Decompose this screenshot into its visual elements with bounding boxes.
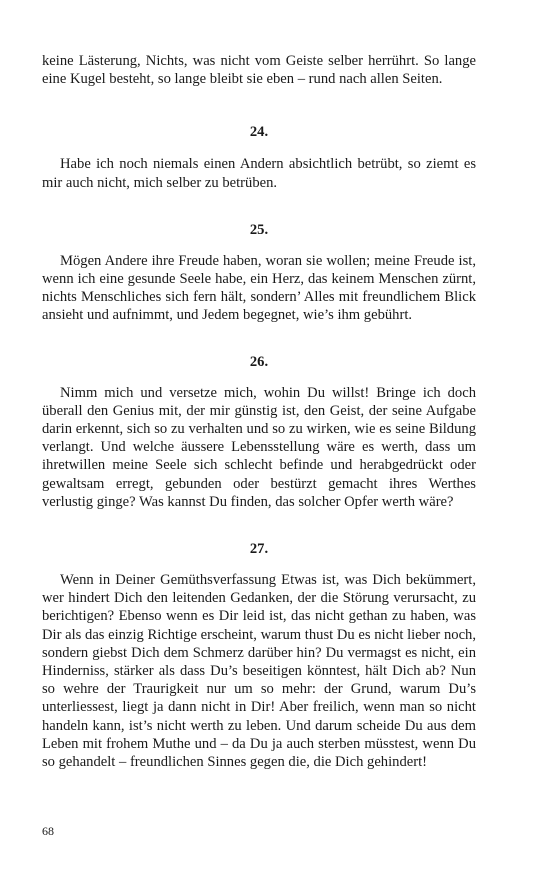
section-27 (42, 540, 476, 771)
section-26 (42, 353, 476, 511)
section-paragraph: Habe ich noch niemals einen Andern absichtlich betrübt, so ziemt es mir auch nicht, mich selber zu betrüben. (42, 156, 476, 191)
section-paragraph: Wenn in Deiner Gemüthsverfassung Etwas ist, was Dich bekümmert, wer hindert Dich den leitenden Gedanken, der die Störung verursacht, zu berichtigen? Ebenso wenn es Dir leid ist, das nicht gethan zu haben, was Dir als das einzig Richtige erscheint, warum thust Du es nicht lieber noch, sondern giebst Dich dem Schmerz darüber hin? Du vermagst es nicht, ein Hinderniss, stärker als dass Du’s beseitigen könntest, hält Dich ab? Nun so wehre der Traurigkeit nur um so mehr: der Grund, warum Du’s unterliessest, liegt ja dann nicht in Dir! Aber freilich, wenn man so nicht handeln kann, ist’s nicht werth zu leben. Und darum scheide Du aus dem Leben mit frohem Muthe und – da Du ja auch sterben müsstest, wenn Du so gehandelt – freundlichen Sinnes gegen die, die Dich gehindert! (42, 572, 476, 771)
page-number: 68 (42, 824, 54, 838)
intro-paragraph: keine Lästerung, Nichts, was nicht vom Geiste selber herrührt. So lange eine Kugel besteht, so lange bleibt sie eben – rund nach allen Seiten. (42, 53, 476, 88)
section-paragraph: Mögen Andere ihre Freude haben, woran sie wollen; meine Freude ist, wenn ich eine gesunde Seele habe, ein Herz, das keinem Menschen zürnt, nichts Menschliches sich fern hält, sondern’ Alles mit freundlichem Blick ansieht und aufnimmt, und Jedem begegnet, wie’s ihm gebührt. (42, 252, 476, 324)
page-body (42, 52, 476, 771)
section-number: 26. (249, 353, 269, 370)
section-24 (42, 123, 476, 191)
section-number: 24. (249, 124, 269, 141)
section-paragraph: Nimm mich und versetze mich, wohin Du willst! Bringe ich doch überall den Genius mit, der mir günstig ist, den Geist, der seine Aufgabe darin erkennt, sich so zu verhalten und so zu wirken, wie es seine Bildung verlangt. Und welche äussere Lebensstellung wäre es werth, dass um ihretwillen meine Seele sich schlecht befinde und herabgedrückt oder gewaltsam erregt, gebunden oder bestürzt gemacht ihres Werthes verlustig ginge? Was kannst Du finden, das solcher Opfer werth wäre? (42, 384, 476, 510)
section-number: 27. (249, 541, 269, 558)
section-25 (42, 221, 476, 325)
section-number: 25. (249, 221, 269, 238)
